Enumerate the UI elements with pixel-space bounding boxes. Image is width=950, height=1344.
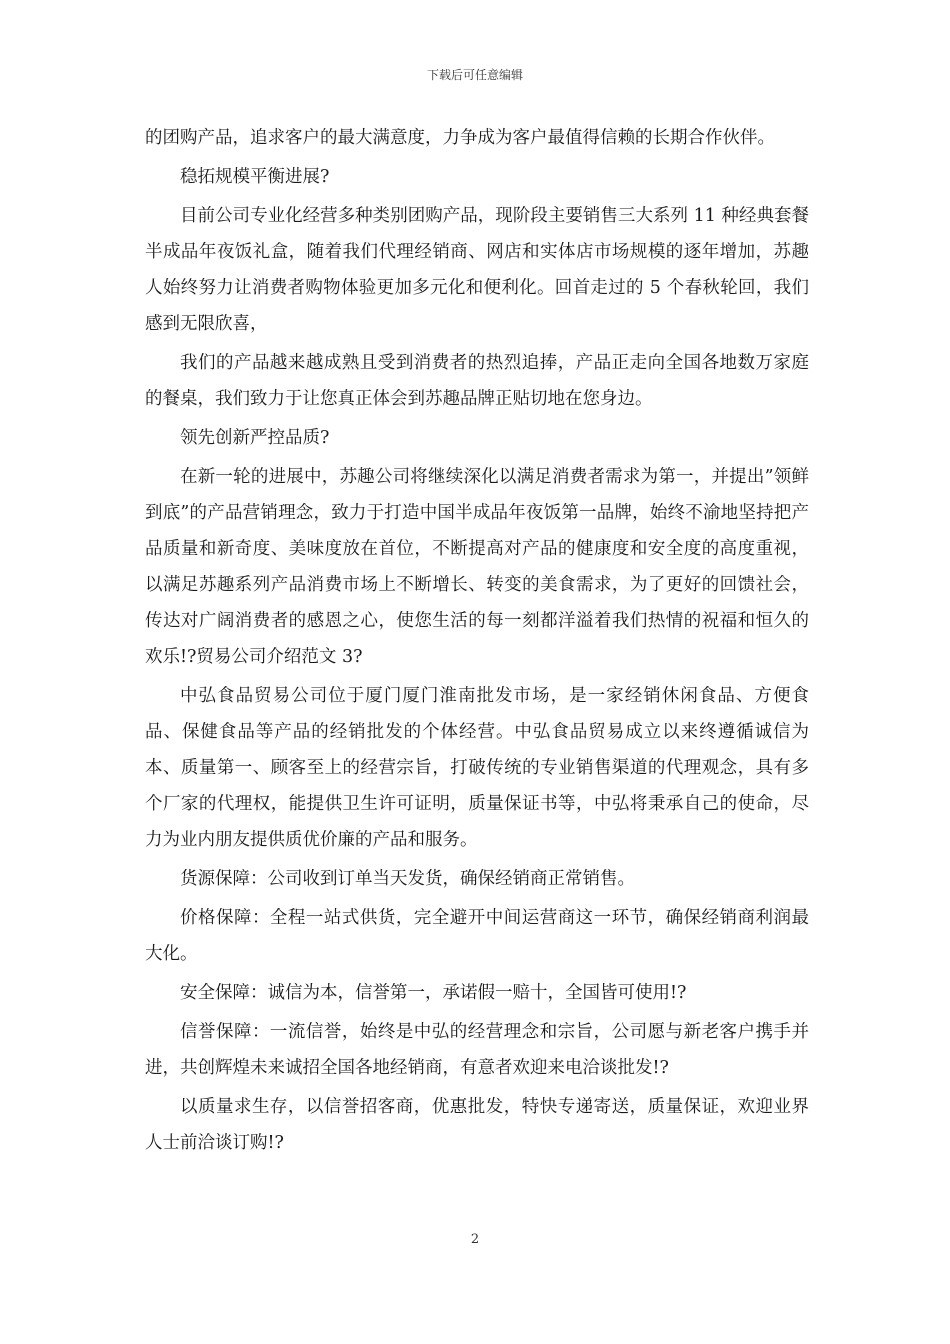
section-heading: 领先创新严控品质?: [180, 428, 330, 448]
page-number: 2: [470, 1232, 480, 1247]
paragraph: 的团购产品，追求客户的最大满意度，力争成为客户最值得信赖的长期合作伙伴。: [145, 128, 775, 148]
list-item: 价格保障：全程一站式供货，完全避开中间运营商这一环节，确保经销商利润最大化。: [145, 908, 809, 964]
document-body: [145, 120, 809, 1164]
page-header: 下载后可任意编辑: [426, 68, 523, 82]
list-item: 货源保障：公司收到订单当天发货，确保经销商正常销售。: [180, 869, 635, 889]
section-heading: 稳拓规模平衡进展?: [180, 167, 330, 187]
paragraph: 目前公司专业化经营多种类别团购产品，现阶段主要销售三大系列 11 种经典套餐半成品年夜饭礼盒，随着我们代理经销商、网店和实体店市场规模的逐年增加，苏趣人始终努力让消费者购物体验更加多元化和便利化。回首走过的 5 个春秋轮回，我们感到无限欣喜，: [145, 206, 809, 334]
paragraph: 我们的产品越来越成熟且受到消费者的热烈追捧，产品正走向全国各地数万家庭的餐桌，我们致力于让您真正体会到苏趣品牌正贴切地在您身边。: [145, 353, 809, 409]
list-item: 信誉保障：一流信誉，始终是中弘的经营理念和宗旨，公司愿与新老客户携手并进，共创辉煌未来诚招全国各地经销商，有意者欢迎来电洽谈批发!?: [145, 1022, 809, 1078]
list-item: 安全保障：诚信为本，信誉第一，承诺假一赔十，全国皆可使用!?: [180, 983, 687, 1003]
paragraph: 在新一轮的进展中，苏趣公司将继续深化以满足消费者需求为第一，并提出”领鲜到底”的产品营销理念，致力于打造中国半成品年夜饭第一品牌，始终不渝地坚持把产品质量和新奇度、美味度放在首位，不断提高对产品的健康度和安全度的高度重视，以满足苏趣系列产品消费市场上不断增长、转变的美食需求，为了更好的回馈社会，传达对广阔消费者的感恩之心，使您生活的每一刻都洋溢着我们热情的祝福和恒久的欢乐!?贸易公司介绍范文 3?: [145, 467, 809, 667]
paragraph: 中弘食品贸易公司位于厦门厦门淮南批发市场，是一家经销休闲食品、方便食品、保健食品等产品的经销批发的个体经营。中弘食品贸易成立以来终遵循诚信为本、质量第一、顾客至上的经营宗旨，打破传统的专业销售渠道的代理观念，具有多个厂家的代理权，能提供卫生许可证明，质量保证书等，中弘将秉承自己的使命，尽力为业内朋友提供质优价廉的产品和服务。: [145, 686, 809, 850]
paragraph: 以质量求生存，以信誉招客商，优惠批发，特快专递寄送，质量保证，欢迎业界人士前洽谈订购!?: [145, 1097, 809, 1153]
